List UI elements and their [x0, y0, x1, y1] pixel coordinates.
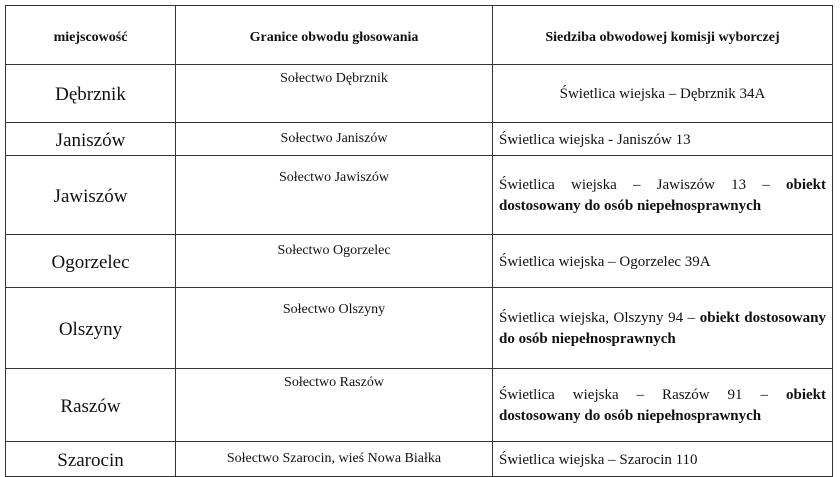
seat-cell [493, 369, 833, 442]
seat-cell [493, 442, 833, 477]
voting-districts-table [5, 5, 833, 477]
place-cell: Raszów [6, 369, 176, 442]
accessibility-note: obiekt dostosowany do osób niepełnosprawnych [499, 387, 826, 424]
seat-address: Świetlica wiejska – Ogorzelec 39A [499, 253, 711, 270]
seat-address: Świetlica wiejska, Olszyny 94 – [499, 310, 700, 326]
bounds-cell: Sołectwo Janiszów [176, 123, 493, 156]
place-cell: Olszyny [6, 288, 176, 369]
seat-cell [493, 288, 833, 369]
table-row [6, 369, 833, 442]
place-cell: Ogorzelec [6, 235, 176, 288]
accessibility-note: obiekt dostosowany do osób niepełnosprawnych [499, 310, 826, 347]
header-bounds: Granice obwodu głosowania [176, 6, 493, 65]
header-place: miejscowość [6, 6, 176, 65]
accessibility-note: obiekt dostosowany do osób niepełnosprawnych [499, 177, 826, 214]
seat-address: Świetlica wiejska - Janiszów 13 [499, 131, 691, 148]
table-row [6, 235, 833, 288]
seat-cell [493, 156, 833, 235]
header-row [6, 6, 833, 65]
table-row [6, 123, 833, 156]
table-row [6, 288, 833, 369]
seat-cell [493, 235, 833, 288]
table-body [6, 65, 833, 477]
place-cell: Janiszów [6, 123, 176, 156]
header-seat: Siedziba obwodowej komisji wyborczej [493, 6, 833, 65]
seat-cell [493, 65, 833, 123]
seat-address: Świetlica wiejska – Szarocin 110 [499, 451, 698, 468]
place-cell: Szarocin [6, 442, 176, 477]
bounds-cell: Sołectwo Jawiszów [176, 156, 493, 235]
bounds-cell: Sołectwo Szarocin, wieś Nowa Białka [176, 442, 493, 477]
place-cell: Jawiszów [6, 156, 176, 235]
seat-address: Świetlica wiejska – Jawiszów 13 – [499, 177, 786, 193]
place-cell: Dębrznik [6, 65, 176, 123]
bounds-cell: Sołectwo Dębrznik [176, 65, 493, 123]
bounds-cell: Sołectwo Olszyny [176, 288, 493, 369]
seat-cell [493, 123, 833, 156]
table-header [6, 6, 833, 65]
table-row [6, 65, 833, 123]
bounds-cell: Sołectwo Ogorzelec [176, 235, 493, 288]
table-row [6, 442, 833, 477]
seat-address: Świetlica wiejska – Dębrznik 34A [559, 86, 766, 102]
seat-address: Świetlica wiejska – Raszów 91 – [499, 387, 786, 403]
bounds-cell: Sołectwo Raszów [176, 369, 493, 442]
table-row [6, 156, 833, 235]
